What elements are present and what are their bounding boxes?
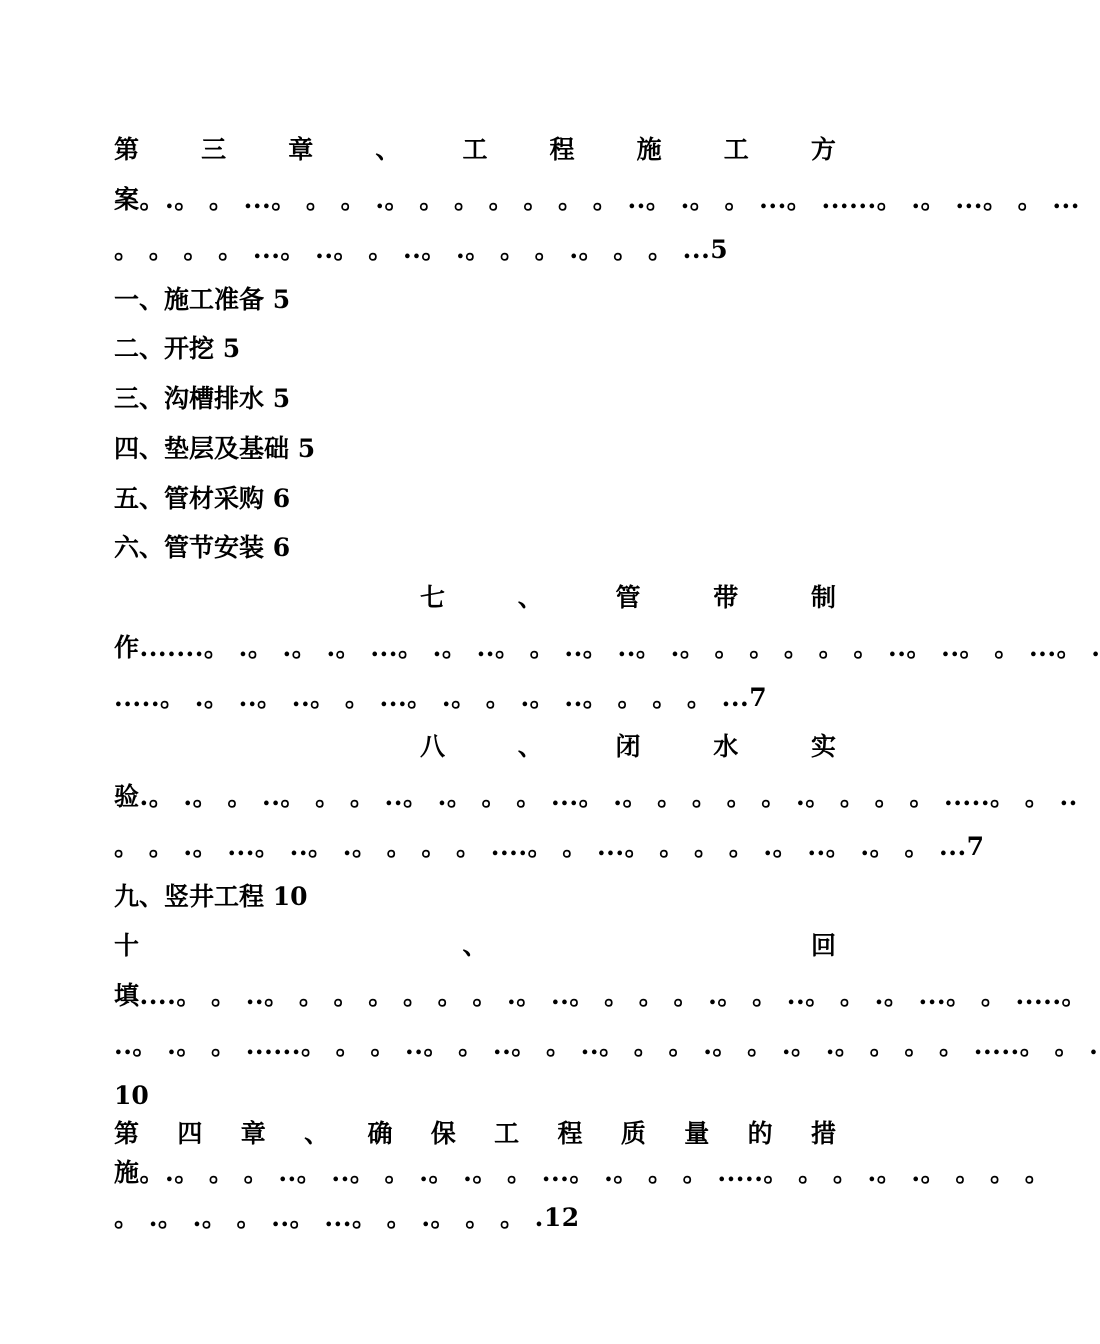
toc-char: 施 (636, 135, 662, 164)
toc-char: 章 (288, 135, 314, 164)
toc-char: 实 (810, 732, 836, 761)
toc-char: 确 (367, 1119, 393, 1148)
toc-item-10-page: 10 (114, 1081, 149, 1110)
toc-chapter3-title (114, 135, 836, 165)
toc-char: 七 (420, 583, 446, 612)
toc-char: 回 (810, 931, 836, 960)
toc-chapter4-leader-page: 。 .。 .。 。 ..。 ...。 。 .。 。 。 .12 (114, 1203, 580, 1232)
toc-char: 、 (517, 732, 543, 761)
toc-item-6[interactable]: 六、管节安装 6 (114, 533, 291, 562)
toc-char: 章 (240, 1119, 266, 1148)
toc-item-7-title (420, 583, 836, 613)
toc-char: 量 (684, 1119, 710, 1148)
toc-char: 带 (713, 583, 739, 612)
toc-char: 八 (420, 732, 446, 761)
toc-chapter3-leader: 案。.。 。 ...。 。 。 .。 。 。 。 。 。 。 ..。 .。 。 ...。 ......。 .。 ...。 。 ... (114, 185, 1080, 214)
toc-item-8-leader-page: 。 。 .。 ...。 ..。 .。 。 。 。 ....。 。 ...。 。 。 。 .。 ..。 .。 。 ...7 (114, 832, 985, 861)
toc-char: 工 (494, 1119, 520, 1148)
toc-item-10-title (114, 931, 836, 961)
toc-item-5[interactable]: 五、管材采购 6 (114, 484, 291, 513)
toc-item-3[interactable]: 三、沟槽排水 5 (114, 384, 291, 413)
toc-chapter4-leader: 施。.。 。 。 ..。 ..。 。 .。 .。 。 ...。 .。 。 。 .....。 。 。 .。 .。 。 。 。 (114, 1158, 1051, 1187)
toc-char: 闭 (615, 732, 641, 761)
toc-char: 管 (615, 583, 641, 612)
toc-chapter4-title (114, 1119, 836, 1149)
toc-char: 质 (620, 1119, 646, 1148)
toc-char: 工 (723, 135, 749, 164)
toc-chapter3-leader-page: 。 。 。 。 ...。 ..。 。 ..。 .。 。 。 .。 。 。 ...5 (114, 235, 729, 264)
toc-char: 制 (810, 583, 836, 612)
toc-char: 、 (304, 1119, 330, 1148)
toc-item-8-title (420, 732, 836, 762)
toc-item-4[interactable]: 四、垫层及基础 5 (114, 434, 316, 463)
toc-char: 程 (549, 135, 575, 164)
toc-char: 程 (557, 1119, 583, 1148)
toc-char: 三 (201, 135, 227, 164)
toc-item-7-leader-page: .....。 .。 ..。 ..。 。 ...。 .。 。 .。 ..。 。 。 。 ...7 (114, 683, 768, 712)
toc-char: 、 (375, 135, 401, 164)
toc-item-7-leader: 作.......。 .。 .。 .。 ...。 .。 ..。 。 ..。 ..。 .。 。 。 。 。 。 ..。 ..。 。 ...。 . (114, 633, 1100, 662)
toc-char: 第 (114, 1119, 140, 1148)
toc-item-1[interactable]: 一、施工准备 5 (114, 285, 291, 314)
toc-item-10-leader-2: ..。 .。 。 ......。 。 。 ..。 。 ..。 。 ..。 。 。 .。 。 .。 .。 。 。 。 .....。 。 . (114, 1031, 1099, 1060)
toc-char: 、 (517, 583, 543, 612)
toc-item-9[interactable]: 九、竖井工程 10 (114, 882, 308, 911)
toc-char: 水 (713, 732, 739, 761)
toc-item-10-leader: 填....。 。 ..。 。 。 。 。 。 。 .。 ..。 。 。 。 .。 。 ..。 。 .。 ...。 。 .....。 (114, 981, 1088, 1010)
toc-char: 、 (462, 931, 488, 960)
toc-char: 十 (114, 931, 140, 960)
toc-item-2[interactable]: 二、开挖 5 (114, 334, 241, 363)
toc-char: 四 (177, 1119, 203, 1148)
toc-char: 方 (810, 135, 836, 164)
toc-char: 工 (462, 135, 488, 164)
toc-char: 措 (810, 1119, 836, 1148)
toc-char: 保 (430, 1119, 456, 1148)
toc-char: 第 (114, 135, 140, 164)
toc-char: 的 (747, 1119, 773, 1148)
toc-item-8-leader: 验.。 .。 。 ..。 。 。 ..。 .。 。 。 ...。 .。 。 。 。 。 .。 。 。 。 .....。 。 .. (114, 782, 1078, 811)
